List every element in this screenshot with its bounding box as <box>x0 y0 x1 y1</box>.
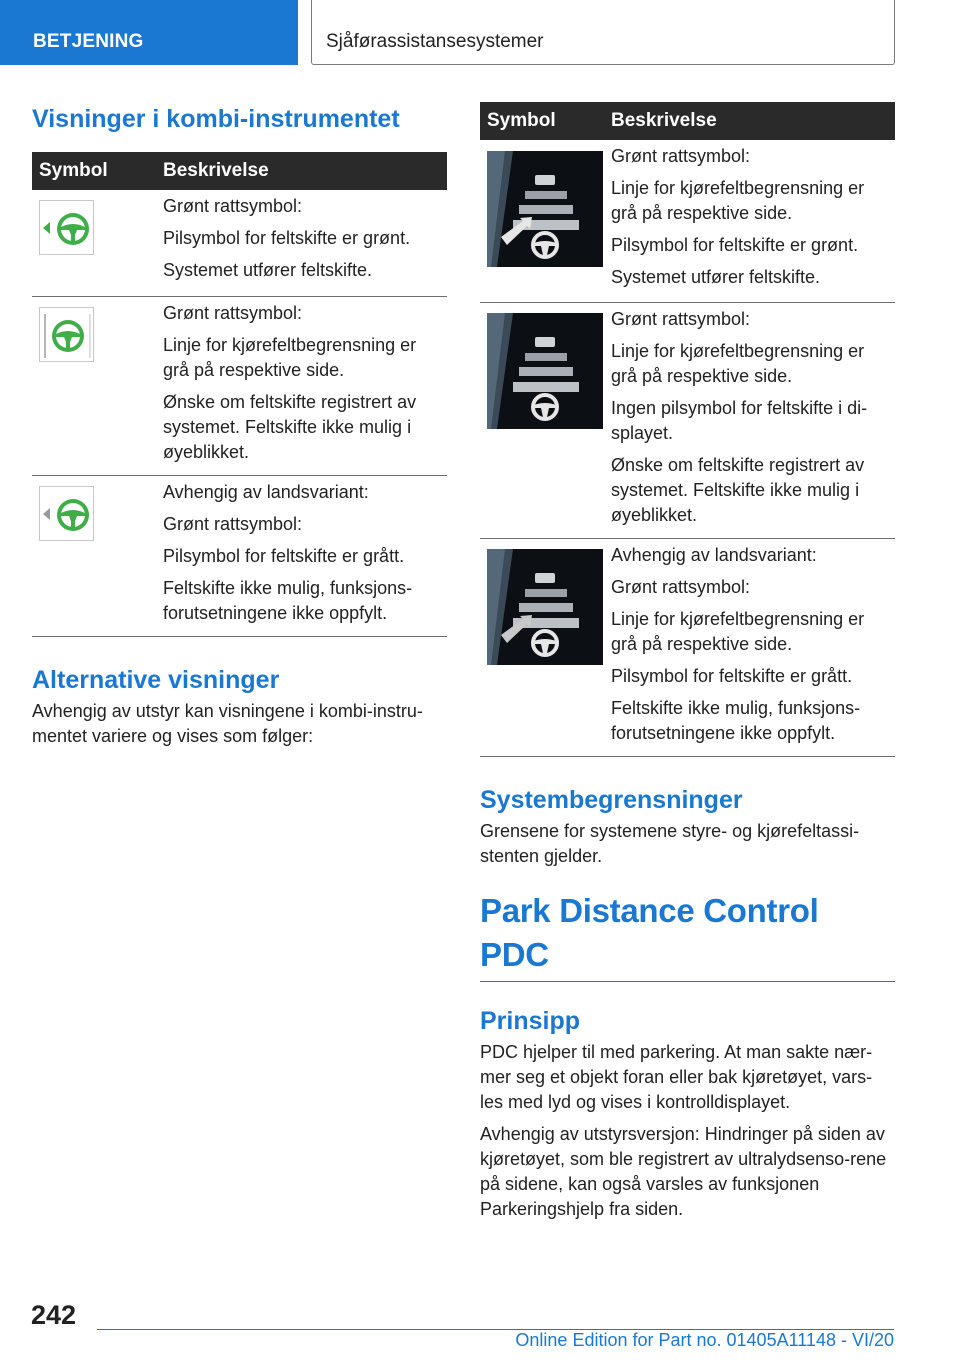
desc-line: Systemet utfører feltskifte. <box>163 260 373 280</box>
steering-wheel-arrow-left-green-icon <box>39 200 94 255</box>
header-section-label: BETJENING <box>33 31 144 52</box>
chapter-title-pdc: Park Distance Control PDC <box>480 889 895 982</box>
desc-line: Pilsymbol for feltskifte er grønt. <box>611 235 859 255</box>
alternative-body: Avhengig av utstyr kan visningene i kombi-instru-mentet variere og vises som følger: <box>32 700 423 746</box>
right-column <box>480 102 895 1222</box>
desc-line: Linje for kjørefeltbegrensning er grå på respektive side. <box>611 340 865 386</box>
desc-line: Feltskifte ikke mulig, funksjons-forutsetningene ikke oppfylt. <box>163 577 413 623</box>
header-chapter-box <box>311 0 895 65</box>
section-title-prinsipp: Prinsipp <box>480 1006 581 1035</box>
desc-line: Pilsymbol for feltskifte er grått. <box>611 665 853 686</box>
desc-line: Linje for kjørefeltbegrensning er grå på respektive side. <box>163 334 417 380</box>
dashboard-lane-change-arrow-grey-icon <box>487 549 603 665</box>
desc-line: Avhengig av landsvariant: <box>611 544 817 565</box>
desc-line: Linje for kjørefeltbegrensning er grå på respektive side. <box>611 178 865 223</box>
prinsipp-paragraph-1: PDC hjelper til med parkering. At man sakte nær-mer seg et objekt foran eller bak kjøretøyet, vars-les med lyd og vises i kontrolldisplayet. <box>480 1041 873 1112</box>
table-header-row <box>480 102 895 140</box>
page-number: 242 <box>31 1300 77 1330</box>
col-symbol-header: Symbol <box>32 152 163 190</box>
header-section-tab <box>0 0 298 65</box>
section-title-alternative: Alternative visninger <box>32 665 280 694</box>
desc-line: Ønske om feltskifte registrert av systemet. Feltskifte ikke mulig i øyeblikket. <box>611 454 865 525</box>
left-column <box>32 102 447 749</box>
steering-wheel-arrow-left-grey-icon <box>39 486 94 541</box>
footer-edition: Online Edition for Part no. 01405A11148 - VI/20 <box>515 1330 894 1350</box>
dashboard-lane-view-icon <box>487 313 603 429</box>
desc-line: Systemet utfører feltskifte. <box>611 267 821 287</box>
desc-line: Grønt rattsymbol: <box>611 146 751 166</box>
desc-line: Feltskifte ikke mulig, funksjons-forutsetningene ikke oppfylt. <box>611 697 861 743</box>
desc-line: Grønt rattsymbol: <box>611 576 751 597</box>
table-row <box>32 190 447 296</box>
symbol-table-left <box>32 152 447 637</box>
desc-line: Grønt rattsymbol: <box>163 302 303 323</box>
col-desc-header: Beskrivelse <box>163 152 447 190</box>
dashboard-lane-change-arrow-icon <box>487 151 603 267</box>
desc-line: Grønt rattsymbol: <box>163 196 303 216</box>
section-title-systembegrensninger: Systembegrensninger <box>480 785 743 814</box>
symbol-table-right <box>480 102 895 757</box>
prinsipp-paragraph-2: Avhengig av utstyrsversjon: Hindringer på siden av kjøretøyet, som ble registrert av ultralydsenso-rene på sidene, kan også varsles av funksjonen Parkeringshjelp fra siden. <box>480 1123 887 1219</box>
table-row <box>32 475 447 636</box>
table-row <box>32 296 447 475</box>
steering-wheel-lane-lines-green-icon <box>39 307 94 362</box>
header-chapter-label: Sjåførassistansesystemer <box>326 31 544 52</box>
col-desc-header: Beskrivelse <box>611 102 895 140</box>
col-symbol-header: Symbol <box>480 102 611 140</box>
table-row <box>480 302 895 538</box>
section-title-visninger: Visninger i kombi-instrumentet <box>32 105 400 133</box>
desc-line: Grønt rattsymbol: <box>611 308 751 329</box>
desc-line: Pilsymbol for feltskifte er grønt. <box>163 228 411 248</box>
desc-line: Pilsymbol for feltskifte er grått. <box>163 545 405 566</box>
desc-line: Grønt rattsymbol: <box>163 513 303 534</box>
systembegrensninger-body: Grensene for systemene styre- og kjørefeltassi-stenten gjelder. <box>480 820 860 866</box>
desc-line: Linje for kjørefeltbegrensning er grå på respektive side. <box>611 608 865 654</box>
table-header-row <box>32 152 447 190</box>
desc-line: Ønske om feltskifte registrert av systemet. Feltskifte ikke mulig i øyeblikket. <box>163 391 417 462</box>
table-row <box>480 538 895 756</box>
table-row <box>480 140 895 302</box>
desc-line: Ingen pilsymbol for feltskifte i di-splayet. <box>611 397 868 443</box>
desc-line: Avhengig av landsvariant: <box>163 481 369 502</box>
